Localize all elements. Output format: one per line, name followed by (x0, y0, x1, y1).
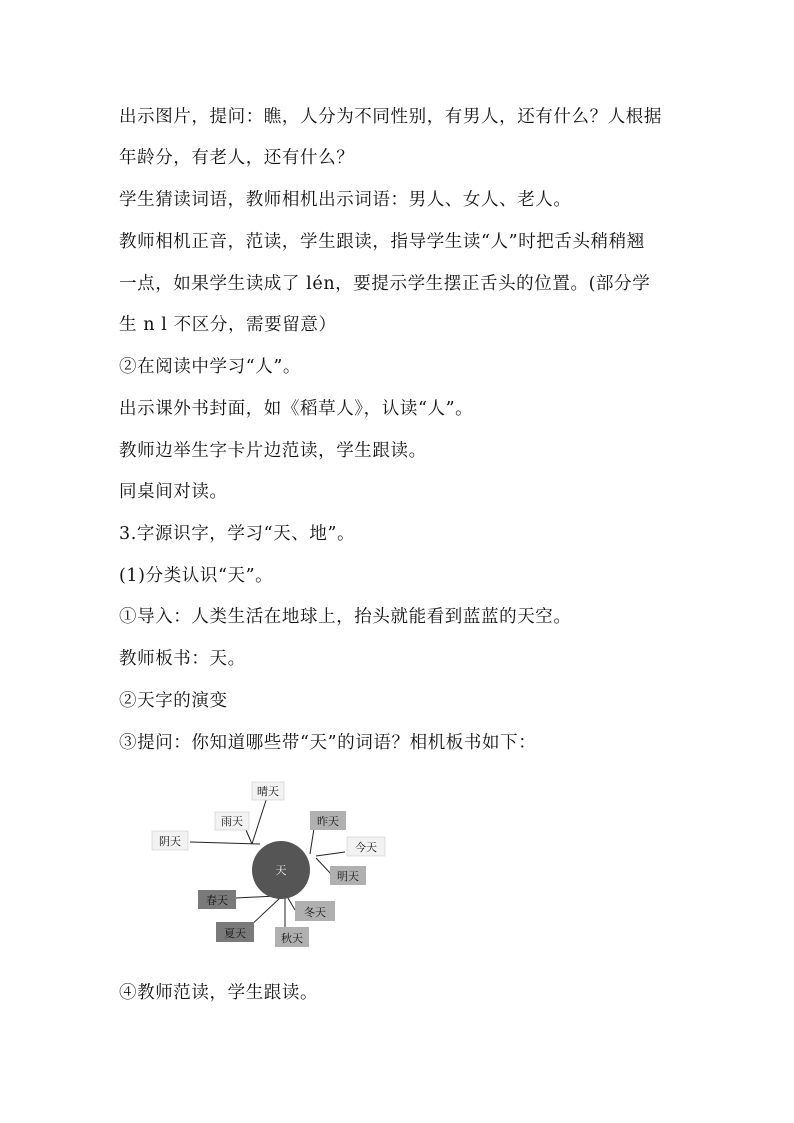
paragraph-line: (1)分类认识“天”。 (119, 566, 274, 586)
word-label: 春天 (206, 894, 228, 907)
paragraph-line: ③提问：你知道哪些带“天”的词语？相机板书如下： (119, 733, 537, 753)
connector-line (246, 830, 252, 844)
paragraph-line: 3.字源识字，学习“天、地”。 (119, 524, 356, 544)
paragraph-line: ②天字的演变 (119, 691, 228, 711)
connector-line (288, 898, 295, 910)
paragraph-line: 生 n l 不区分，需要留意） (119, 315, 337, 335)
paragraph-line: 教师相机正音，范读，学生跟读，指导学生读“人”时把舌头稍稍翘 (119, 232, 645, 252)
paragraph-line: 年龄分，有老人，还有什么？ (119, 148, 355, 168)
word-label: 秋天 (281, 932, 303, 945)
center-word: 天 (275, 864, 287, 877)
connector-line (190, 842, 260, 844)
closing-line: ④教师范读，学生跟读。 (119, 983, 319, 1003)
paragraph-line: 出示图片，提问：瞧，人分为不同性别，有男人，还有什么？人根据 (119, 107, 662, 127)
paragraph-line: 同桌间对读。 (119, 482, 228, 502)
word-label: 冬天 (304, 906, 326, 919)
word-label: 晴天 (257, 785, 279, 798)
paragraph-line: 教师边举生字卡片边范读，学生跟读。 (119, 441, 427, 461)
word-label: 夏天 (224, 927, 246, 940)
paragraph-line: ②在阅读中学习“人”。 (119, 357, 301, 377)
word-label: 明天 (337, 870, 359, 883)
word-web-svg (140, 772, 400, 952)
word-label: 今天 (355, 841, 377, 854)
paragraph-line: 教师板书：天。 (119, 649, 246, 669)
paragraph-line: ①导入：人类生活在地球上，抬头就能看到蓝蓝的天空。 (119, 607, 572, 627)
word-label: 昨天 (317, 815, 339, 828)
word-label: 雨天 (221, 815, 243, 828)
connector-line (252, 794, 268, 844)
word-web-diagram (140, 772, 400, 952)
connector-line (316, 858, 332, 875)
paragraph-line: 出示课外书封面，如《稻草人》，认读“人”。 (119, 399, 474, 419)
word-label: 阴天 (159, 835, 181, 848)
paragraph-line: 学生猜读词语，教师相机出示词语：男人、女人、老人。 (119, 190, 572, 210)
connector-line (316, 852, 345, 856)
paragraph-line: 一点，如果学生读成了 lén，要提示学生摆正舌头的位置。(部分学 (119, 274, 651, 294)
